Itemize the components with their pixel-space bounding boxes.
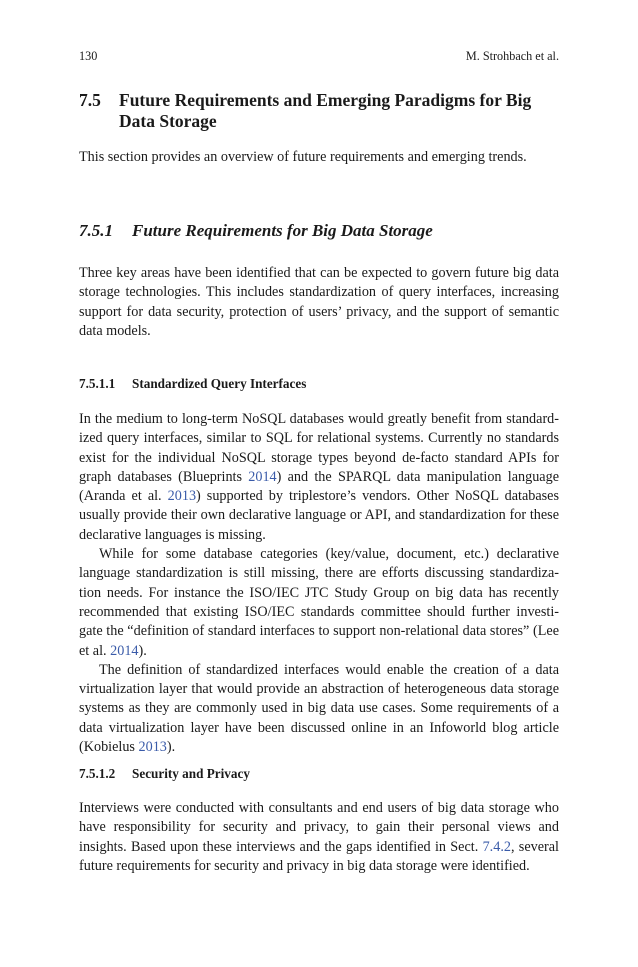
subsubsection-title: Standardized Query Interfaces xyxy=(132,376,307,391)
subsubsection-title: Security and Privacy xyxy=(132,766,250,781)
page-number: 130 xyxy=(79,49,98,63)
paragraph: The definition of standardized interfaces would enable the creation of a data virtualization layer that would provide an abstraction of heterogeneous data storage systems as they are commonly used in big data use cases. Some requirements of a data virtualization layer have been discussed online in an Infoworld blog article (Kobielus 2013). xyxy=(79,661,559,756)
subsubsection-number: 7.5.1.2 xyxy=(79,766,116,781)
subsection-title: Future Requirements for Big Data Storage xyxy=(132,221,433,240)
paragraph: While for some database categories (key/value, document, etc.) declarative language standardization is still missing, there are efforts discussing standardiza-tion needs. For instance the ISO/IEC JTC Study Group on big data has recently recommended that existing ISO/IEC standards committee should further investi-gate the “definition of standard interfaces to support non-relational data stores” (Lee et al. 2014). xyxy=(79,546,559,659)
section-number: 7.5 xyxy=(79,90,101,110)
citation-link[interactable]: 2014 xyxy=(110,642,139,659)
running-head-authors: M. Strohbach et al. xyxy=(465,49,559,63)
query-interfaces-body xyxy=(79,410,559,757)
paragraph: Interviews were conducted with consultants and end users of big data storage who have responsibility for security and privacy, to gain their personal views and insights. Based upon these interviews and the gaps identified in Sect. 7.4.2, several future requirements for security and privacy in big data storage were identified. xyxy=(79,800,559,874)
paragraph: In the medium to long-term NoSQL databases would greatly benefit from standard-ized query interfaces, similar to SQL for relational systems. Currently no standards exist for the individual NoSQL storage types beyond de-facto standard APIs for graph databases (Blueprints 2014) and the SPARQL data manipulation language (Aranda et al. 2013) supported by triplestore’s vendors. Other NoSQL databases usually provide their own declarative language or API, and standardization for these declarative languages is missing. xyxy=(79,411,559,543)
citation-link[interactable]: 2013 xyxy=(138,739,167,756)
section-link[interactable]: 7.4.2 xyxy=(482,838,511,855)
section-intro-text: This section provides an overview of future requirements and emerging trends. xyxy=(79,149,527,165)
subsubsection-number: 7.5.1.1 xyxy=(79,376,116,391)
citation-link[interactable]: 2014 xyxy=(248,468,277,485)
subsection-intro xyxy=(79,264,559,341)
subsection-intro-text: Three key areas have been identified that can be expected to govern future big data storage technologies. This includes standardization of query interfaces, increasing support for data security, protection of users’ privacy, and the support of semantic data models. xyxy=(79,265,559,339)
section-intro xyxy=(79,148,559,167)
section-title: Future Requirements and Emerging Paradigms for Big Data Storage xyxy=(119,90,532,131)
citation-link[interactable]: 2013 xyxy=(167,488,197,505)
subsection-number: 7.5.1 xyxy=(79,221,113,240)
security-privacy-body xyxy=(79,799,559,876)
